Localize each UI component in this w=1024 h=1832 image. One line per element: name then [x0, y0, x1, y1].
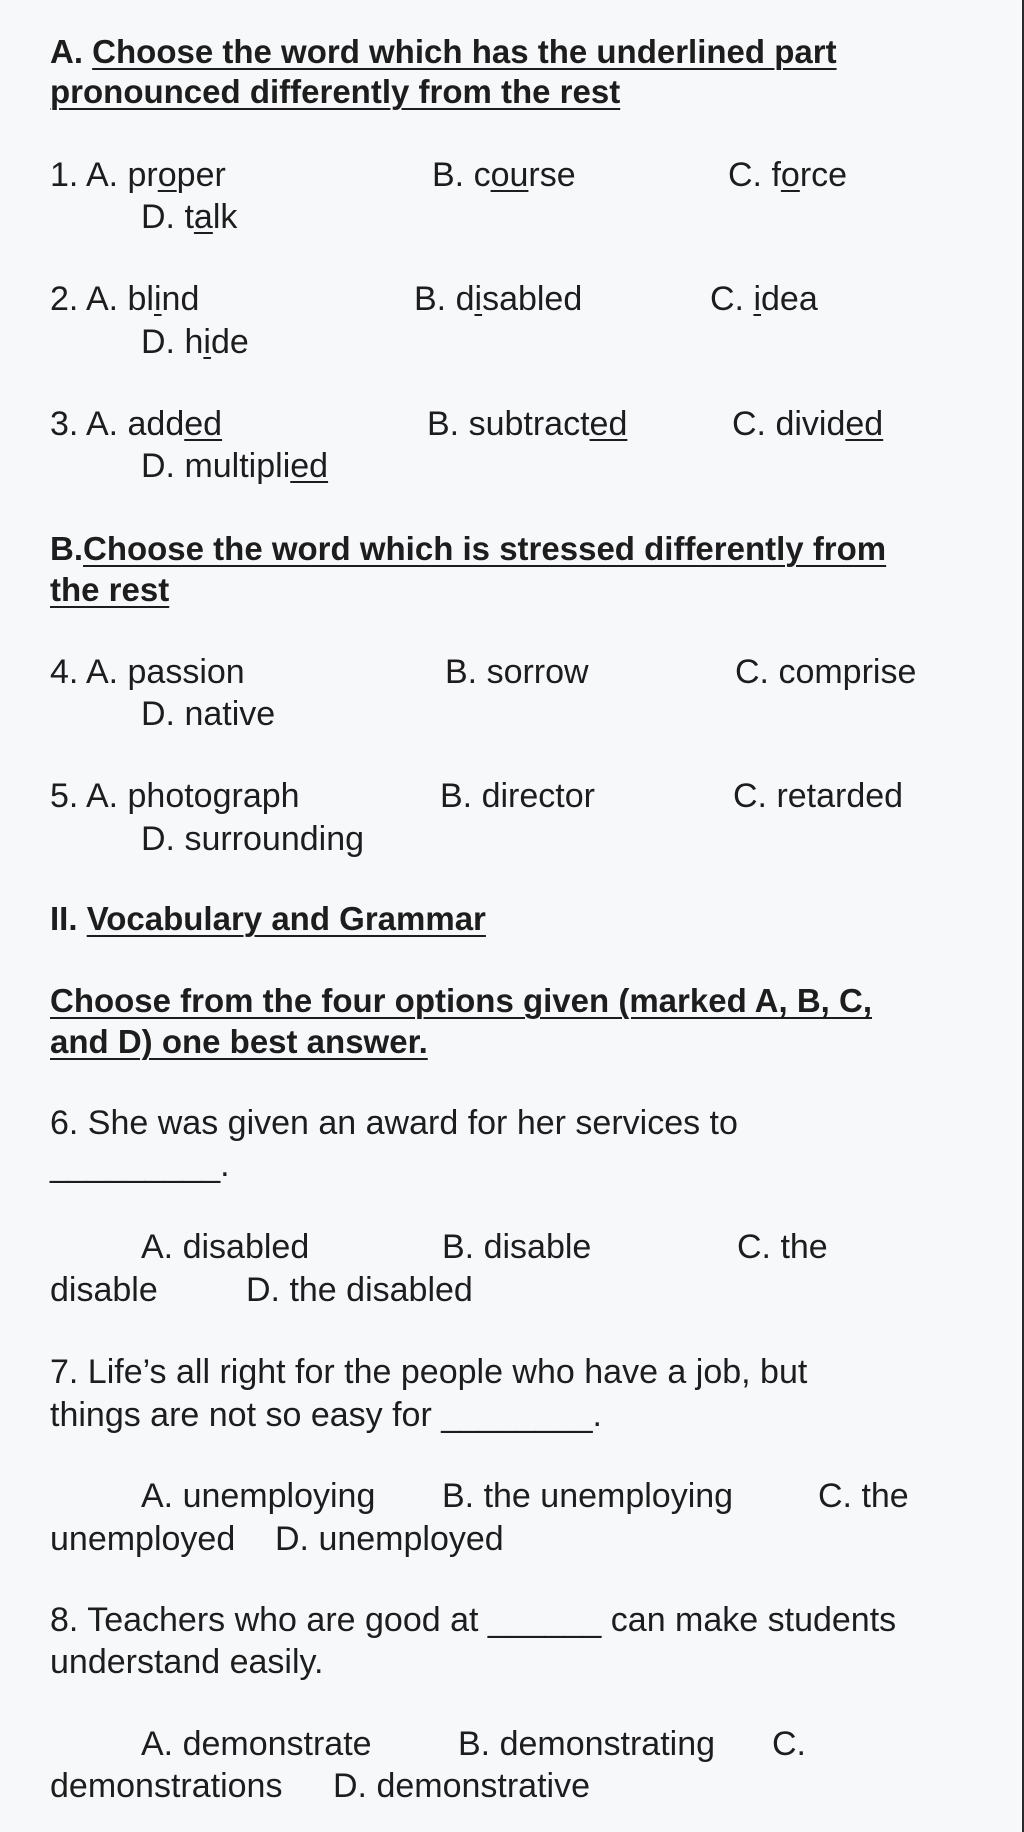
section-b-title: Choose the word which is stressed differently from: [83, 530, 887, 567]
q6-option-d: D. the disabled: [246, 1271, 473, 1309]
q1-option-d: D. talk: [141, 198, 238, 236]
q6-stem-line2: _________.: [50, 1146, 230, 1184]
section-ii-title: Vocabulary and Grammar: [86, 900, 486, 937]
section-a-letter: A.: [50, 33, 83, 70]
q7-option-c: C. the: [818, 1477, 909, 1515]
q6-option-b: B. disable: [442, 1228, 592, 1266]
q8-option-c-continued: demonstrations: [50, 1767, 283, 1805]
q8-option-a: A. demonstrate: [141, 1725, 372, 1763]
q5-option-b: B. director: [440, 777, 595, 815]
q3-option-c: C. divided: [732, 405, 884, 443]
section-ii-number: II.: [50, 900, 78, 937]
q3-option-a: A. added: [85, 405, 223, 443]
section-b-heading-line2: the rest: [50, 571, 170, 608]
section-a-heading-line2: pronounced differently from the rest: [50, 73, 621, 110]
q7-option-d: D. unemployed: [275, 1520, 504, 1558]
section-a-heading-line1: [50, 30, 837, 74]
section-b-heading-line1: [50, 527, 886, 571]
q8-stem-line1: 8. Teachers who are good at ______ can make students: [50, 1601, 897, 1639]
question-3: [50, 402, 222, 446]
q6-option-a: A. disabled: [141, 1228, 310, 1266]
q3-number: 3.: [50, 405, 79, 443]
q2-option-b: B. disabled: [414, 280, 583, 318]
question-5: [50, 774, 300, 818]
section-ii-heading: [50, 897, 486, 941]
q8-option-d: D. demonstrative: [333, 1767, 590, 1805]
instruction-line2: and D) one best answer.: [50, 1023, 428, 1060]
q6-stem-line1: 6. She was given an award for her services to: [50, 1104, 738, 1142]
q2-option-a: A. blind: [85, 280, 200, 318]
section-b-letter: B.: [50, 530, 83, 567]
q7-option-a: A. unemploying: [141, 1477, 376, 1515]
q1-option-a: A. proper: [85, 156, 226, 194]
q5-option-a: A. photograph: [85, 777, 300, 815]
q3-option-d: D. multiplied: [141, 447, 329, 485]
instruction-line1: Choose from the four options given (marked A, B, C,: [50, 982, 873, 1019]
q4-number: 4.: [50, 653, 79, 691]
q1-option-c: C. force: [728, 156, 848, 194]
q4-option-b: B. sorrow: [445, 653, 589, 691]
question-1: [50, 153, 226, 197]
q3-option-b: B. subtracted: [427, 405, 628, 443]
q7-stem-line2: things are not so easy for ________.: [50, 1396, 602, 1434]
q1-number: 1.: [50, 156, 79, 194]
q2-option-c: C. idea: [710, 280, 818, 318]
q5-option-c: C. retarded: [733, 777, 904, 815]
q7-option-b: B. the unemploying: [442, 1477, 734, 1515]
q8-option-b: B. demonstrating: [458, 1725, 716, 1763]
q2-number: 2.: [50, 280, 79, 318]
question-2: [50, 277, 199, 321]
q5-number: 5.: [50, 777, 79, 815]
q5-option-d: D. surrounding: [141, 820, 365, 858]
q4-option-c: C. comprise: [735, 653, 917, 691]
section-a-title: Choose the word which has the underlined part: [92, 33, 837, 70]
q2-option-d: D. hide: [141, 323, 249, 361]
q6-option-c: C. the: [737, 1228, 828, 1266]
question-4: [50, 650, 245, 694]
q7-option-c-continued: unemployed: [50, 1520, 236, 1558]
q8-option-c: C.: [772, 1725, 806, 1763]
q4-option-a: A. passion: [85, 653, 245, 691]
q1-option-b: B. course: [432, 156, 576, 194]
q7-stem-line1: 7. Life’s all right for the people who have a job, but: [50, 1353, 808, 1391]
q4-option-d: D. native: [141, 695, 276, 733]
q6-option-c-continued: disable: [50, 1271, 158, 1309]
q8-stem-line2: understand easily.: [50, 1643, 324, 1681]
